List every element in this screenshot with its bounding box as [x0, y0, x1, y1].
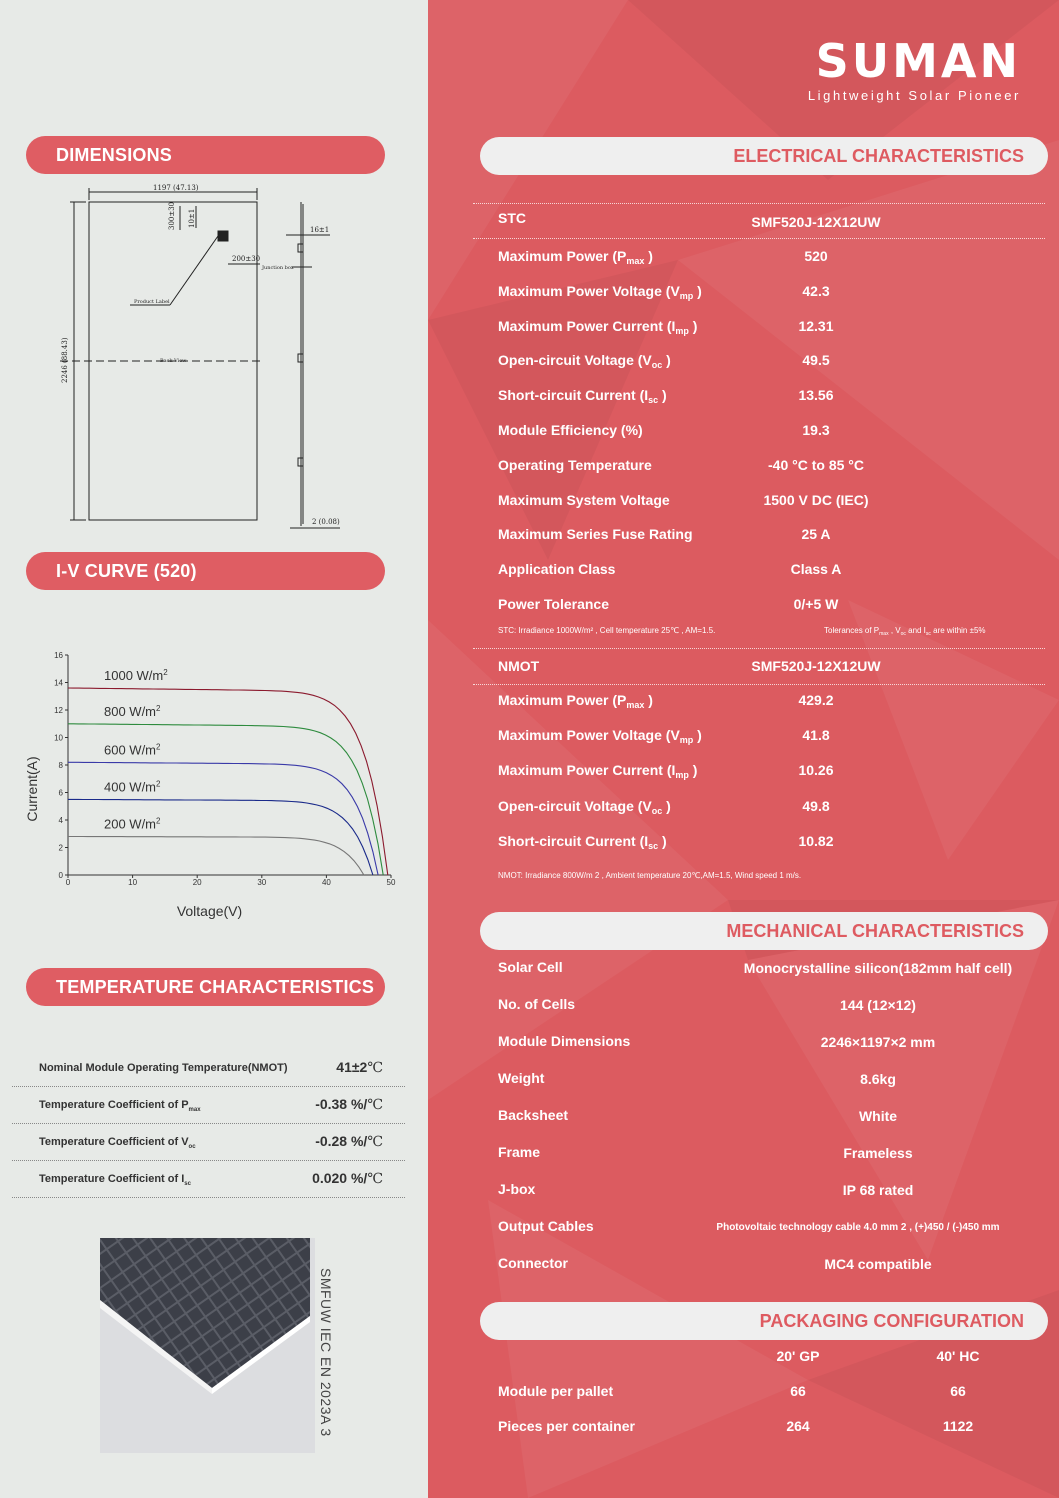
nmot-header-row — [498, 650, 1038, 684]
mechanical-row-label: Module Dimensions — [498, 1033, 631, 1049]
stc-row — [498, 484, 1038, 518]
temperature-heading: TEMPERATURE CHARACTERISTICS — [26, 968, 385, 1006]
mechanical-row-label: Frame — [498, 1144, 541, 1160]
nmot-row-label-sub: oc — [651, 805, 663, 816]
packaging-row-20gp: 66 — [790, 1383, 806, 1399]
temperature-label-text: Nominal Module Operating Temperature(NMOT) — [39, 1062, 288, 1074]
nmot-row — [498, 790, 1038, 824]
mechanical-row — [498, 1173, 1048, 1210]
x-tick-label: 30 — [257, 878, 267, 887]
right-panel — [428, 0, 1059, 1498]
stc-row — [498, 379, 1038, 413]
y-tick-label: 4 — [58, 816, 63, 825]
divider — [12, 1197, 405, 1198]
mechanical-row-value: Monocrystalline silicon(182mm half cell) — [743, 960, 1013, 976]
stc-note: STC: Irradiance 1000W/m² , Cell temperature 25℃ , AM=1.5. — [498, 626, 716, 635]
packaging-row — [498, 1410, 1038, 1444]
stc-header-label: STC — [498, 210, 526, 226]
nmot-row-label — [498, 833, 667, 849]
junction-box-label: Junction box — [262, 265, 294, 271]
stc-row — [498, 344, 1038, 378]
dim-small-label: 10±1 — [188, 208, 196, 228]
stc-row-label-text: Short-circuit Current (I — [498, 387, 649, 404]
tolerance-note-part: and I — [905, 626, 926, 635]
stc-row — [498, 414, 1038, 448]
nmot-row-label-sub: max — [626, 700, 645, 710]
stc-row — [498, 310, 1038, 344]
stc-row-label — [498, 422, 643, 438]
temperature-value-number: -0.28 %/ — [315, 1133, 368, 1149]
stc-row — [498, 240, 1038, 274]
mechanical-row — [498, 1025, 1048, 1062]
stc-row-label — [498, 596, 609, 612]
dimensions-heading: DIMENSIONS — [26, 136, 385, 174]
temperature-value-unit: ℃ — [367, 1060, 383, 1076]
temperature-row-label — [39, 1062, 288, 1074]
mechanical-heading: MECHANICAL CHARACTERISTICS — [480, 912, 1048, 950]
mechanical-row-value: 144 (12×12) — [840, 997, 916, 1013]
x-tick-label: 0 — [65, 878, 71, 887]
stc-row-label-tail: ) — [644, 248, 653, 264]
stc-row-label — [498, 492, 670, 508]
stc-row-label-text: Maximum Power Current (I — [498, 317, 676, 334]
temperature-label-sub: sc — [184, 1181, 191, 1187]
stc-row-label-text: Module Efficiency (%) — [498, 422, 643, 438]
temperature-value-number: 41±2 — [336, 1059, 368, 1075]
packaging-row-40hc: 66 — [950, 1383, 966, 1399]
temperature-value-number: 0.020 %/ — [312, 1170, 368, 1186]
stc-row-label-text: Operating Temperature — [498, 456, 652, 473]
temperature-value-unit: ℃ — [367, 1134, 383, 1150]
product-photo — [100, 1238, 315, 1453]
mechanical-row — [498, 1099, 1048, 1136]
stc-row-label-sub: mp — [675, 325, 689, 336]
temperature-row-value — [315, 1133, 383, 1150]
packaging-row-20gp: 264 — [786, 1418, 810, 1434]
mechanical-row — [498, 1210, 1048, 1247]
stc-row-label-tail: ) — [662, 352, 671, 369]
nmot-row-label-sub: sc — [648, 840, 659, 851]
mechanical-row — [498, 1247, 1048, 1284]
x-axis-label: Voltage(V) — [176, 903, 243, 919]
stc-row — [498, 553, 1038, 587]
nmot-row-label-tail: ) — [662, 797, 671, 814]
y-axis-label: Current(A) — [24, 756, 40, 822]
series-label: 800 $W/m^2$ — [104, 703, 161, 719]
series-label: 600 $W/m^2$ — [104, 742, 161, 758]
mechanical-row-label: J-box — [498, 1181, 536, 1197]
mechanical-row-label: Output Cables — [498, 1218, 594, 1234]
packaging-col-40hc: 40' HC — [936, 1348, 980, 1364]
mechanical-row-label: Backsheet — [498, 1107, 569, 1123]
mechanical-row-value: 2246×1197×2 mm — [820, 1034, 936, 1050]
stc-header-model: SMF520J-12X12UW — [751, 214, 881, 230]
mechanical-row — [498, 951, 1048, 988]
series-label: 400 $W/m^2$ — [104, 779, 161, 795]
nmot-row — [498, 719, 1038, 753]
nmot-row-label-sub: mp — [675, 770, 689, 781]
stc-row — [498, 449, 1038, 483]
stc-row-value: 13.56 — [798, 387, 834, 404]
mechanical-row-value: MC4 compatible — [824, 1256, 932, 1272]
mechanical-row — [498, 988, 1048, 1025]
stc-row-label — [498, 352, 671, 371]
stc-row-label — [498, 561, 615, 577]
stc-header-row — [498, 202, 1038, 236]
y-tick-label: 6 — [58, 788, 63, 798]
stc-row — [498, 518, 1038, 552]
nmot-row-label-text: Short-circuit Current (I — [498, 832, 649, 849]
mechanical-row-label: Connector — [498, 1255, 568, 1271]
mechanical-row-value: 8.6kg — [860, 1071, 896, 1087]
back-view-label: Back View — [160, 358, 187, 364]
nmot-header-label: NMOT — [498, 658, 540, 674]
stc-row-value: 49.5 — [802, 352, 830, 369]
iv-curve-chart — [20, 640, 420, 930]
temperature-row-value — [315, 1096, 383, 1113]
stc-row-value: 42.3 — [802, 282, 830, 299]
temperature-label-sub: oc — [188, 1144, 196, 1150]
stc-row-value: -40 °C to 85 °C — [768, 456, 864, 473]
nmot-row-label-tail: ) — [688, 762, 698, 779]
electrical-heading: ELECTRICAL CHARACTERISTICS — [480, 137, 1048, 175]
tolerance-note-part: max — [879, 631, 889, 637]
nmot-row — [498, 684, 1038, 718]
stc-row-value: 12.31 — [798, 317, 834, 334]
stc-row — [498, 588, 1038, 622]
series-label: 200 $W/m^2$ — [104, 816, 161, 832]
stc-row-label — [498, 283, 702, 299]
tolerance-note-part: , V — [888, 626, 901, 635]
temperature-value-unit: ℃ — [367, 1171, 383, 1187]
nmot-row-label — [498, 798, 671, 814]
nmot-row-value: 10.26 — [798, 762, 834, 779]
packaging-col-20gp: 20' GP — [776, 1348, 820, 1364]
divider — [473, 648, 1045, 649]
stc-row-value: 0/+5 W — [793, 596, 839, 612]
series-line — [68, 837, 364, 876]
nmot-row-label-text: Open-circuit Voltage (V — [498, 797, 652, 814]
temperature-row-label — [39, 1173, 191, 1185]
left-panel — [0, 0, 428, 1498]
temperature-label-text: Temperature Coefficient of P — [39, 1099, 189, 1111]
mechanical-row-label: No. of Cells — [498, 996, 576, 1012]
nmot-row-value: 49.8 — [802, 797, 830, 814]
stc-row-label-text: Maximum Series Fuse Rating — [498, 526, 693, 543]
x-tick-label: 10 — [128, 878, 138, 887]
nmot-row-label — [498, 762, 698, 781]
stc-row-label — [498, 387, 667, 406]
dimension-drawing — [50, 178, 360, 538]
stc-row-label-sub: sc — [648, 395, 659, 406]
dim-height-label: 2246 (88.43) — [61, 337, 69, 383]
dim-top-offset-label: 300±30 — [168, 201, 176, 230]
x-tick-label: 40 — [321, 878, 331, 887]
packaging-heading: PACKAGING CONFIGURATION — [480, 1302, 1048, 1340]
mechanical-row-value: White — [858, 1108, 898, 1124]
stc-row-label — [498, 526, 693, 542]
stc-row-label-tail: ) — [693, 282, 702, 299]
nmot-row-label-sub: mp — [679, 735, 694, 746]
y-tick-label: 0 — [58, 871, 63, 880]
tolerance-note-part: are within ±5% — [930, 626, 986, 635]
nmot-row-value: 41.8 — [802, 727, 830, 744]
tolerance-note-part: oc — [900, 631, 906, 637]
temperature-row — [12, 1087, 405, 1124]
temperature-row — [12, 1124, 405, 1161]
nmot-row-label-text: Maximum Power Current (I — [498, 762, 676, 779]
stc-row-label-tail: ) — [688, 317, 698, 334]
packaging-row-40hc: 1122 — [942, 1418, 974, 1434]
mechanical-row-label: Weight — [498, 1070, 545, 1086]
stc-row-label — [498, 318, 697, 334]
packaging-row-label: Module per pallet — [498, 1383, 614, 1399]
mechanical-row-value: Photovoltaic technology cable 4.0 mm 2 , (+)450 / (-)450 mm — [716, 1222, 1000, 1233]
y-tick-label: 14 — [54, 678, 63, 688]
stc-row-label-sub: mp — [679, 290, 694, 301]
stc-row — [498, 275, 1038, 309]
product-label-callout: Product Label — [134, 299, 170, 305]
y-tick-label: 16 — [54, 651, 63, 660]
stc-row-label-sub: max — [626, 256, 645, 266]
stc-row-value: 520 — [804, 248, 828, 264]
y-tick-label: 2 — [58, 843, 63, 853]
dim-side-label: 200±30 — [232, 255, 261, 263]
temperature-row-value — [312, 1170, 383, 1187]
nmot-row-value: 429.2 — [798, 692, 834, 708]
mechanical-row-value: IP 68 rated — [842, 1182, 914, 1198]
divider — [473, 238, 1045, 239]
stc-row-value: Class A — [790, 561, 842, 578]
stc-row-label-text: Maximum System Voltage — [498, 491, 670, 508]
brand-name: SUMAN — [815, 34, 1021, 88]
nmot-header-model: SMF520J-12X12UW — [751, 658, 881, 674]
temperature-row-label — [39, 1136, 196, 1148]
mechanical-row — [498, 1062, 1048, 1099]
stc-row-label — [498, 248, 653, 264]
dim-bottom-label: 2 (0.08) — [312, 518, 340, 526]
temperature-row-label — [39, 1099, 201, 1111]
temperature-row-value — [336, 1059, 383, 1076]
nmot-row-label — [498, 727, 702, 746]
temperature-label-text: Temperature Coefficient of I — [39, 1173, 185, 1185]
stc-row-value: 19.3 — [802, 422, 830, 438]
temperature-label-text: Temperature Coefficient of V — [39, 1136, 189, 1148]
brand-tagline: Lightweight Solar Pioneer — [807, 88, 1021, 103]
stc-row-label-sub: oc — [651, 360, 663, 371]
stc-row-label-tail: ) — [658, 387, 667, 404]
y-tick-label: 10 — [54, 733, 63, 743]
stc-row-value: 1500 V DC (IEC) — [763, 491, 869, 508]
tolerance-note-part: Tolerances of P — [824, 626, 880, 635]
product-caption: SMFUW IEC EN 2023A 3 — [318, 1268, 334, 1437]
nmot-row — [498, 754, 1038, 788]
stc-row-value: 25 A — [801, 526, 831, 543]
stc-row-label-text: Power Tolerance — [498, 596, 610, 612]
stc-row-label — [498, 457, 652, 473]
temperature-label-sub: max — [188, 1107, 201, 1113]
mechanical-row — [498, 1136, 1048, 1173]
packaging-row — [498, 1375, 1038, 1409]
nmot-row-label-tail: ) — [658, 832, 667, 849]
stc-row-label-text: Application Class — [498, 561, 616, 578]
x-tick-label: 50 — [386, 878, 396, 887]
temperature-row — [12, 1161, 405, 1198]
dim-thickness-label: 16±1 — [310, 226, 330, 234]
nmot-row-label-text: Maximum Power Voltage (V — [498, 727, 680, 744]
nmot-row-label-tail: ) — [644, 692, 653, 708]
stc-tolerance-note — [824, 626, 986, 635]
nmot-row-label-text: Maximum Power (P — [498, 692, 627, 708]
stc-row-label-text: Maximum Power Voltage (V — [498, 282, 680, 299]
temperature-value-number: -0.38 %/ — [315, 1096, 368, 1112]
nmot-note: NMOT: Irradiance 800W/m 2 , Ambient temperature 20℃,AM=1.5, Wind speed 1 m/s. — [498, 871, 802, 880]
brand-logo — [781, 34, 1021, 108]
stc-row-label-text: Maximum Power (P — [498, 248, 627, 264]
x-tick-label: 20 — [192, 878, 202, 887]
nmot-row-value: 10.82 — [798, 832, 834, 849]
temperature-row — [12, 1050, 405, 1087]
nmot-row-label — [498, 692, 653, 708]
tolerance-note-part: sc — [925, 631, 931, 637]
y-tick-label: 12 — [54, 706, 63, 715]
nmot-row — [498, 825, 1038, 859]
stc-row-label-text: Open-circuit Voltage (V — [498, 352, 652, 369]
mechanical-row-label: Solar Cell — [498, 959, 563, 975]
dim-width-label: 1197 (47.13) — [153, 184, 199, 192]
packaging-row-label: Pieces per container — [498, 1418, 635, 1434]
y-tick-label: 8 — [58, 761, 63, 770]
temperature-value-unit: ℃ — [367, 1097, 383, 1113]
mechanical-row-value: Frameless — [843, 1145, 913, 1161]
nmot-row-label-tail: ) — [693, 727, 702, 744]
iv-curve-heading: I-V CURVE (520) — [26, 552, 385, 590]
packaging-header-row — [498, 1340, 1038, 1374]
series-label: 1000 $W/m^2$ — [104, 668, 168, 683]
